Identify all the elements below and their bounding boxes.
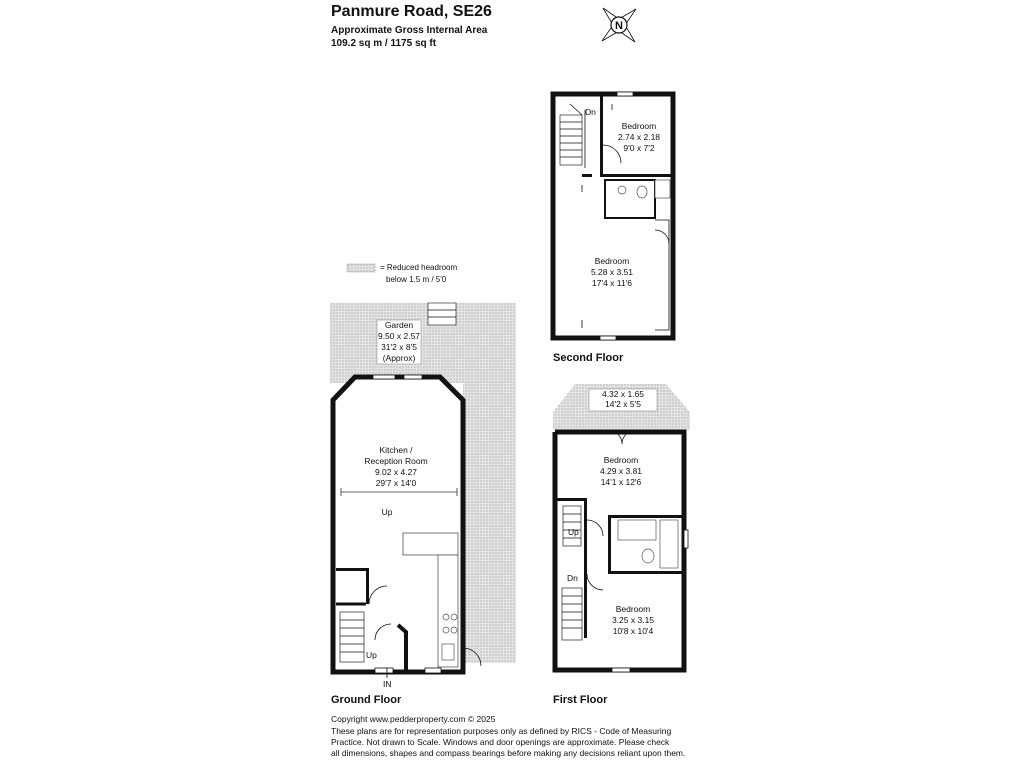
first-floor-bedroom-front-imperial: 14'1 x 12'6 [600,477,642,487]
first-floor-bedroom-front-metric: 4.29 x 3.81 [599,466,643,476]
area-label: Approximate Gross Internal Area [331,25,488,36]
ground-floor-plan [330,303,516,689]
legend-text: = Reduced headroom [380,263,458,272]
garden-metric: 9.50 x 2.57 [377,331,421,341]
entrance-label: IN [383,679,392,689]
ground-floor-up-small: Up [366,650,377,660]
ground-floor-label: Ground Floor [331,694,402,706]
legend [347,263,458,284]
second-floor-bedroom-small-metric: 2.74 x 2.18 [617,132,661,142]
first-floor-bedroom-back-name: Bedroom [615,604,651,614]
second-floor-plan [553,92,673,340]
first-floor-down-label: Dn [567,573,578,583]
property-title: Panmure Road, SE26 [331,3,492,20]
ground-floor-up-main: Up [381,507,393,517]
second-floor-label: Second Floor [553,352,624,364]
first-floor-bedroom-front-name: Bedroom [603,455,639,465]
first-floor-bedroom-back-imperial: 10'8 x 10'4 [612,626,654,636]
legend-swatch [347,264,375,272]
compass-letter: N [615,20,623,32]
second-floor-down-label: Dn [585,107,596,117]
kitchen-imperial: 29'7 x 14'0 [375,478,417,488]
garden-note: (Approx) [382,353,416,363]
second-floor-bedroom-large-imperial: 17'4 x 11'6 [592,278,632,288]
disclaimer-line-2: Practice. Not drawn to Scale. Windows and door openings are approximate. Please check [331,737,670,747]
compass-icon [602,8,636,42]
first-floor-label: First Floor [553,694,608,706]
second-floor-bedroom-large-metric: 5.28 x 3.51 [590,267,634,277]
disclaimer-line-1: These plans are for representation purposes only as defined by RICS - Code of Measuring [331,726,672,736]
balcony-imperial: 14'2 x 5'5 [605,399,641,409]
second-floor-bedroom-small-name: Bedroom [621,121,657,131]
first-floor-up-label: Up [568,527,579,537]
kitchen-name-1: Kitchen / [379,445,413,455]
garden-name: Garden [384,320,414,330]
first-floor-bedroom-back-metric: 3.25 x 3.15 [611,615,655,625]
second-floor-bedroom-small-imperial: 9'0 x 7'2 [623,143,655,153]
kitchen-name-2: Reception Room [364,456,428,466]
first-floor-plan [553,384,690,672]
kitchen-metric: 9.02 x 4.27 [374,467,418,477]
copyright-text: Copyright www.pedderproperty.com © 2025 [331,714,496,724]
second-floor-bedroom-large-name: Bedroom [594,256,630,266]
balcony-metric: 4.32 x 1.65 [601,389,645,399]
disclaimer-line-3: all dimensions, shapes and compass bearings before making any decisions reliant upon them. [331,748,686,758]
garden-imperial: 31'2 x 8'5 [381,342,417,352]
legend-text-2: below 1.5 m / 5'0 [386,275,447,284]
area-value: 109.2 sq m / 1175 sq ft [331,38,437,49]
